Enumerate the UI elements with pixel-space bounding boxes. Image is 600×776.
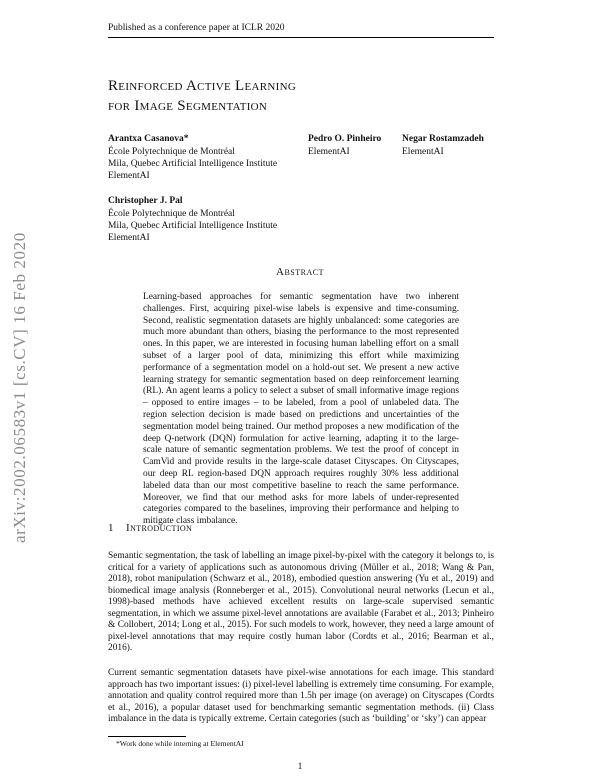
footnote-divider bbox=[108, 736, 186, 737]
footnote: *Work done while interning at ElementAI bbox=[116, 739, 244, 748]
abstract-heading: Abstract bbox=[276, 266, 324, 278]
author-block bbox=[108, 195, 308, 244]
author-affiliation: ElementAI bbox=[308, 147, 350, 157]
author-name: Arantxa Casanova* bbox=[108, 134, 189, 144]
abstract-text: Learning-based approaches for semantic segmentation have two inherent challenges. First, acquiring pixel-wise labels is expensive and time-consuming. Second, realistic segmentation datasets are highly unbalanced: some categories are much more abundant than others, biasing the performance to the most represented ones. In this paper, we are interested in focusing human labelling effort on a small subset of a larger pool of data, minimizing this effort while maximizing performance of a segmentation model on a hold-out set. We present a new active learning strategy for semantic segmentation based on deep reinforcement learning (RL). An agent learns a policy to select a subset of small informative image regions – opposed to entire images – to be labeled, from a pool of unlabeled data. The region selection decision is made based on predictions and uncertainties of the segmentation model being trained. Our method proposes a new modification of the deep Q-network (DQN) formulation for active learning, adapting it to the large-scale nature of semantic segmentation problems. We test the proof of concept in CamVid and provide results in the large-scale dataset Cityscapes. On Cityscapes, our deep RL region-based DQN approach requires roughly 30% less additional labeled data than our most competitive baseline to reach the same performance. Moreover, we find that our method asks for more labels of under-represented categories compared to the baselines, improving their performance and helping to mitigate class imbalance. bbox=[143, 292, 459, 527]
author-affiliation: École Polytechnique de Montréal bbox=[108, 209, 235, 219]
author-block bbox=[402, 133, 512, 158]
author-name: Christopher J. Pal bbox=[108, 196, 183, 206]
page-number: 1 bbox=[297, 762, 303, 772]
author-block bbox=[308, 133, 408, 158]
running-header: Published as a conference paper at ICLR 2020 bbox=[108, 22, 494, 38]
body-paragraph: Semantic segmentation, the task of labelling an image pixel-by-pixel with the category it belongs to, is critical for a variety of applications such as autonomous driving (Müller et al., 2018; Wang & Pan, 2018), robot manipulation (Schwarz et al., 2018), embodied question answering (Yu et al., 2019) and biomedical image analysis (Ronneberger et al., 2015). Convolutional neural networks (Lecun et al., 1998)-based methods have achieved excellent results on large-scale supervised semantic segmentation, in which we assume pixel-level annotations are available (Farabet et al., 2013; Pinheiro & Collobert, 2014; Long et al., 2015). For such models to work, however, they need a large amount of pixel-level annotations that may require costly human labor (Cordts et al., 2016; Bearman et al., 2016). bbox=[108, 551, 494, 653]
paper-title: Reinforced Active Learning for Image Segmentation bbox=[108, 78, 297, 114]
section-title: Introduction bbox=[126, 522, 193, 534]
author-name: Pedro O. Pinheiro bbox=[308, 134, 382, 144]
author-affiliation: Mila, Quebec Artificial Intelligence Institute bbox=[108, 159, 278, 169]
author-affiliation: École Polytechnique de Montréal bbox=[108, 147, 235, 157]
author-affiliation: ElementAI bbox=[402, 147, 444, 157]
section-heading bbox=[108, 522, 494, 534]
section-number: 1 bbox=[108, 522, 114, 534]
author-affiliation: ElementAI bbox=[108, 233, 150, 243]
arxiv-identifier-stamp: arXiv:2002.06583v1 [cs.CV] 16 Feb 2020 bbox=[10, 232, 29, 543]
author-affiliation: ElementAI bbox=[108, 171, 150, 181]
body-paragraph: Current semantic segmentation datasets have pixel-wise annotations for each image. This standard approach has two important issues: (i) pixel-level labelling is extremely time consuming. For example, annotation and quality control required more than 1.5h per image (on average) on Cityscapes (Cordts et al., 2016), a popular dataset used for benchmarking semantic segmentation methods. (ii) Class imbalance in the data is typically extreme. Certain categories (such as ‘building’ or ‘sky’) can appear bbox=[108, 668, 494, 724]
author-name: Negar Rostamzadeh bbox=[402, 134, 484, 144]
author-block bbox=[108, 133, 308, 182]
author-affiliation: Mila, Quebec Artificial Intelligence Institute bbox=[108, 221, 278, 231]
